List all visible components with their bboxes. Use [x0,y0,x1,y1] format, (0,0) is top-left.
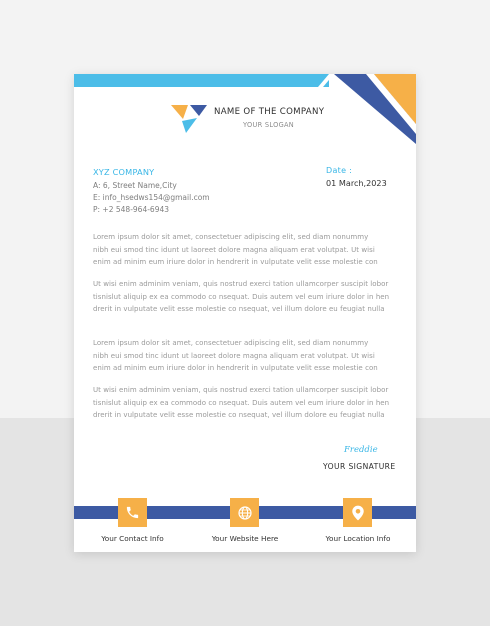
signature-script: Freddie [344,445,378,455]
location-pin-icon [351,505,365,521]
paragraph-line: tisnislut aliquip ex ea commodo co nsequat. Duis autem vel eum iriure dolor in hen [93,292,390,301]
sender-address: A: 6, Street Name,City [93,181,177,190]
company-logo-icon [170,102,208,136]
paragraph-line: nibh eui smod tinc idunt ut laoreet dolore magna aliquam erat volutpat. Ut wisi [93,351,375,360]
location-info-label: Your Location Info [325,534,391,543]
body-paragraph [93,278,403,316]
paragraph-line: enim ad minim eum iriure dolor in hendrerit in vulputate velit esse molestie con [93,258,378,267]
website-icon-box [230,498,259,527]
date-label: Date : [326,166,353,175]
body-paragraph [93,384,403,422]
body-paragraph [93,231,403,269]
contact-info-label: Your Contact Info [101,534,164,543]
paragraph-line: nibh eui smod tinc idunt ut laoreet dolore magna aliquam erat volutpat. Ut wisi [93,245,375,254]
date-block [326,166,387,188]
sender-phone: P: +2 548-964-6943 [93,205,170,214]
paragraph-line: Lorem ipsum dolor sit amet, consectetuer adipiscing elit, sed diam nonummy [93,339,369,347]
website-label: Your Website Here [211,534,279,543]
date-value: 01 March,2023 [326,178,387,188]
contact-icon-box [118,498,147,527]
paragraph-line: Ut wisi enim adminim veniam, quis nostrud exerci tation ullamcorper suscipit lobor [93,386,389,394]
paragraph-line: tisnislut aliquip ex ea commodo co nsequat. Duis autem vel eum iriure dolor in hen [93,398,390,407]
sender-email: E: info_hsedws154@gmail.com [93,193,210,202]
paragraph-line: Ut wisi enim adminim veniam, quis nostrud exerci tation ullamcorper suscipit lobor [93,280,389,288]
sender-company-name: XYZ COMPANY [93,167,155,177]
company-slogan: YOUR SLOGAN [243,121,295,129]
phone-icon [125,505,140,520]
body-paragraph [93,337,403,375]
paragraph-line: drerit in vulputate velit esse molestie co nsequat, vel illum dolore eu feugiat nulla [93,411,385,420]
letterhead-page [74,74,416,552]
sender-block [93,167,210,216]
signature-label: YOUR SIGNATURE [323,462,396,471]
globe-icon [237,505,253,521]
company-name: NAME OF THE COMPANY [214,107,325,117]
paragraph-line: enim ad minim eum iriure dolor in hendrerit in vulputate velit esse molestie con [93,364,378,373]
paragraph-line: Lorem ipsum dolor sit amet, consectetuer adipiscing elit, sed diam nonummy [93,233,369,241]
paragraph-line: drerit in vulputate velit esse molestie co nsequat, vel illum dolore eu feugiat nulla [93,305,385,314]
location-icon-box [343,498,372,527]
